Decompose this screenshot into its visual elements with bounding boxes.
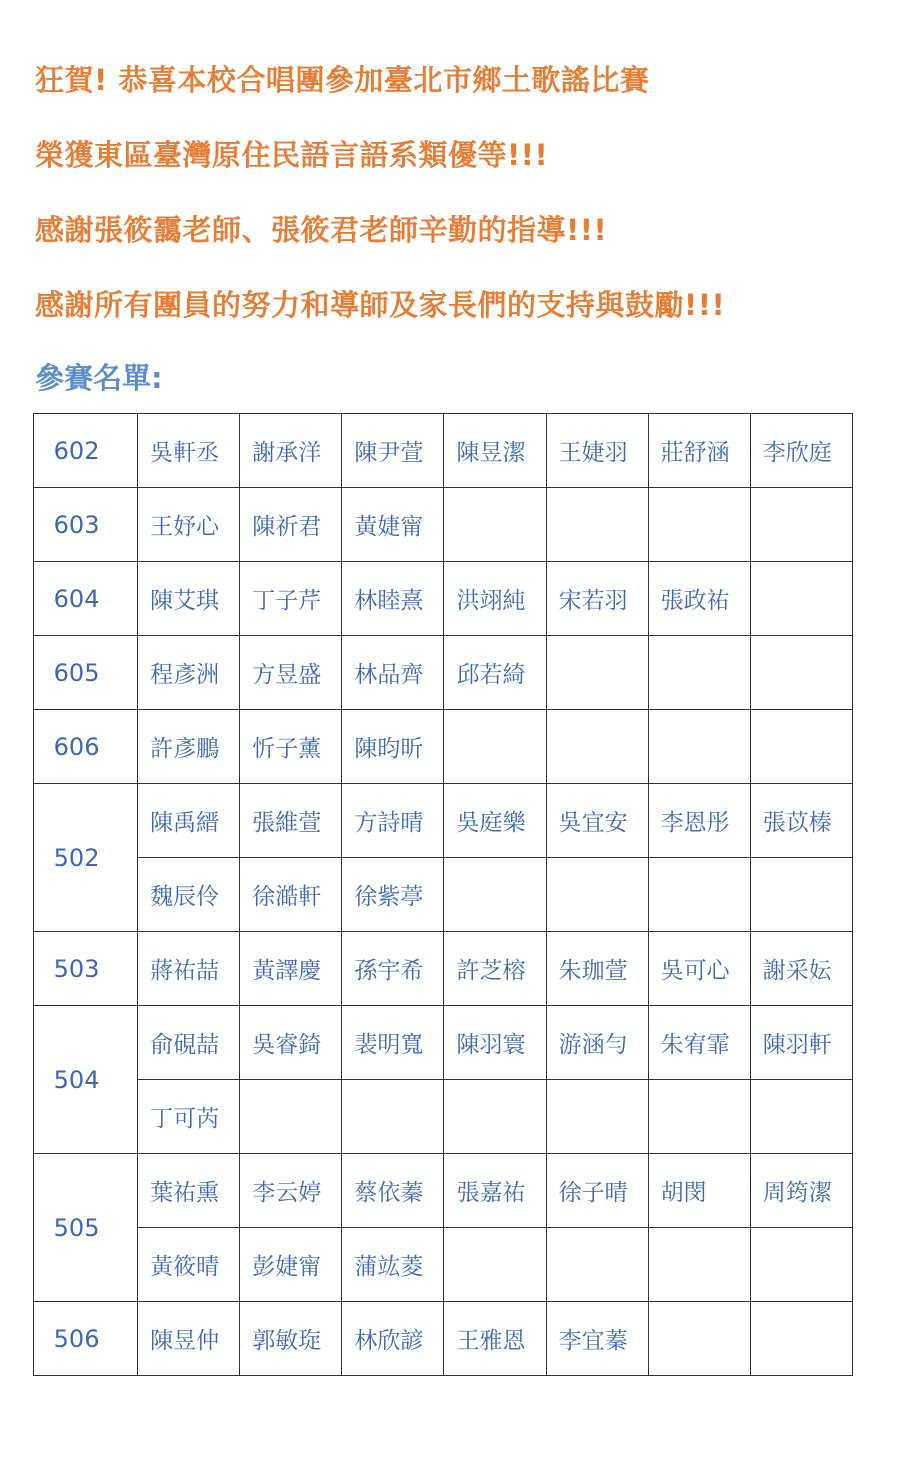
student-name-cell: 陳羽軒 [750,1006,852,1080]
student-name-cell [750,710,852,784]
student-name-cell: 謝采妘 [750,932,852,1006]
student-name-cell: 宋若羽 [546,562,648,636]
student-name-cell [648,1080,750,1154]
headline-congrats: 狂賀! 恭喜本校合唱團參加臺北市鄉土歌謠比賽 [35,63,650,97]
student-name-cell: 陳禹縉 [138,784,240,858]
headline-thanks-all: 感謝所有團員的努力和導師及家長們的支持與鼓勵!!! [35,288,726,322]
table-row [34,636,853,710]
class-number-cell: 503 [34,932,138,1006]
student-name-cell: 張嘉祐 [444,1154,546,1228]
student-name-cell: 游涵勻 [546,1006,648,1080]
student-name-cell: 方詩晴 [342,784,444,858]
table-row [34,1154,853,1228]
student-name-cell [750,858,852,932]
table-row [34,562,853,636]
student-name-cell: 許彥鵬 [138,710,240,784]
student-name-cell [648,1302,750,1376]
student-name-cell [750,1302,852,1376]
class-number-cell: 505 [34,1154,138,1302]
class-number-cell: 606 [34,710,138,784]
student-name-cell: 吳庭樂 [444,784,546,858]
table-row [34,1228,853,1302]
student-name-cell: 王婕羽 [546,414,648,488]
student-name-cell: 蔡依蓁 [342,1154,444,1228]
student-name-cell: 張維萱 [240,784,342,858]
student-name-cell: 黃婕甯 [342,488,444,562]
class-number-cell: 604 [34,562,138,636]
student-name-cell: 吳軒丞 [138,414,240,488]
student-name-cell: 徐紫葶 [342,858,444,932]
student-name-cell [546,710,648,784]
table-row [34,1080,853,1154]
student-name-cell: 徐子晴 [546,1154,648,1228]
table-row [34,414,853,488]
student-name-cell [546,858,648,932]
student-name-cell: 徐澔軒 [240,858,342,932]
student-name-cell: 黃筱晴 [138,1228,240,1302]
student-name-cell: 李欣庭 [750,414,852,488]
student-name-cell: 陳艾琪 [138,562,240,636]
table-row [34,784,853,858]
student-name-cell [444,1080,546,1154]
student-name-cell: 陳昀昕 [342,710,444,784]
student-name-cell [444,488,546,562]
student-name-cell: 吳可心 [648,932,750,1006]
student-name-cell [750,1228,852,1302]
headline-award: 榮獲東區臺灣原住民語言語系類優等!!! [35,138,549,172]
student-name-cell: 郭敏琁 [240,1302,342,1376]
student-name-cell: 陳祈君 [240,488,342,562]
student-name-cell: 丁子芹 [240,562,342,636]
student-name-cell [750,562,852,636]
student-name-cell: 王雅恩 [444,1302,546,1376]
student-name-cell [750,1080,852,1154]
roster-body [34,414,853,1376]
student-name-cell: 程彥洲 [138,636,240,710]
student-name-cell: 林品齊 [342,636,444,710]
student-name-cell [750,488,852,562]
table-row [34,858,853,932]
student-name-cell: 陳昱潔 [444,414,546,488]
student-name-cell: 彭婕甯 [240,1228,342,1302]
student-name-cell: 張政祐 [648,562,750,636]
student-name-cell: 胡閔 [648,1154,750,1228]
student-name-cell: 吳睿錡 [240,1006,342,1080]
student-name-cell: 王妤心 [138,488,240,562]
student-name-cell: 孫宇希 [342,932,444,1006]
student-name-cell: 邱若綺 [444,636,546,710]
student-name-cell [546,1080,648,1154]
student-name-cell [546,488,648,562]
student-name-cell: 方昱盛 [240,636,342,710]
student-name-cell: 陳尹萱 [342,414,444,488]
roster-table [33,413,853,1376]
student-name-cell [648,636,750,710]
student-name-cell: 林睦熹 [342,562,444,636]
student-name-cell [444,858,546,932]
student-name-cell: 魏辰伶 [138,858,240,932]
student-name-cell: 周筠潔 [750,1154,852,1228]
table-row [34,710,853,784]
student-name-cell [648,488,750,562]
student-name-cell [444,710,546,784]
table-row [34,1006,853,1080]
student-name-cell: 黃譯慶 [240,932,342,1006]
student-name-cell [342,1080,444,1154]
student-name-cell [444,1228,546,1302]
student-name-cell: 莊舒涵 [648,414,750,488]
student-name-cell [546,636,648,710]
student-name-cell [648,858,750,932]
student-name-cell: 忻子薰 [240,710,342,784]
student-name-cell: 洪翊純 [444,562,546,636]
student-name-cell [648,710,750,784]
student-name-cell: 許芝榕 [444,932,546,1006]
headline-thanks-teachers: 感謝張筱靄老師、張筱君老師辛勤的指導!!! [35,213,608,247]
student-name-cell: 謝承洋 [240,414,342,488]
class-number-cell: 603 [34,488,138,562]
table-row [34,1302,853,1376]
student-name-cell: 李宜蓁 [546,1302,648,1376]
class-number-cell: 506 [34,1302,138,1376]
class-number-cell: 504 [34,1006,138,1154]
student-name-cell: 李云婷 [240,1154,342,1228]
student-name-cell: 李恩彤 [648,784,750,858]
student-name-cell: 丁可芮 [138,1080,240,1154]
student-name-cell: 葉祐熏 [138,1154,240,1228]
table-row [34,488,853,562]
student-name-cell [648,1228,750,1302]
student-name-cell [546,1228,648,1302]
class-number-cell: 502 [34,784,138,932]
class-number-cell: 602 [34,414,138,488]
roster-title: 參賽名單: [35,361,163,395]
class-number-cell: 605 [34,636,138,710]
student-name-cell: 蔣祐喆 [138,932,240,1006]
student-name-cell: 朱珈萱 [546,932,648,1006]
student-name-cell: 俞硯喆 [138,1006,240,1080]
student-name-cell: 陳羽寰 [444,1006,546,1080]
student-name-cell: 裴明寬 [342,1006,444,1080]
student-name-cell [240,1080,342,1154]
student-name-cell: 張苡榛 [750,784,852,858]
student-name-cell: 蒲竑菱 [342,1228,444,1302]
student-name-cell: 林欣諺 [342,1302,444,1376]
table-row [34,932,853,1006]
student-name-cell: 吳宜安 [546,784,648,858]
student-name-cell: 陳昱仲 [138,1302,240,1376]
student-name-cell [750,636,852,710]
student-name-cell: 朱宥霏 [648,1006,750,1080]
